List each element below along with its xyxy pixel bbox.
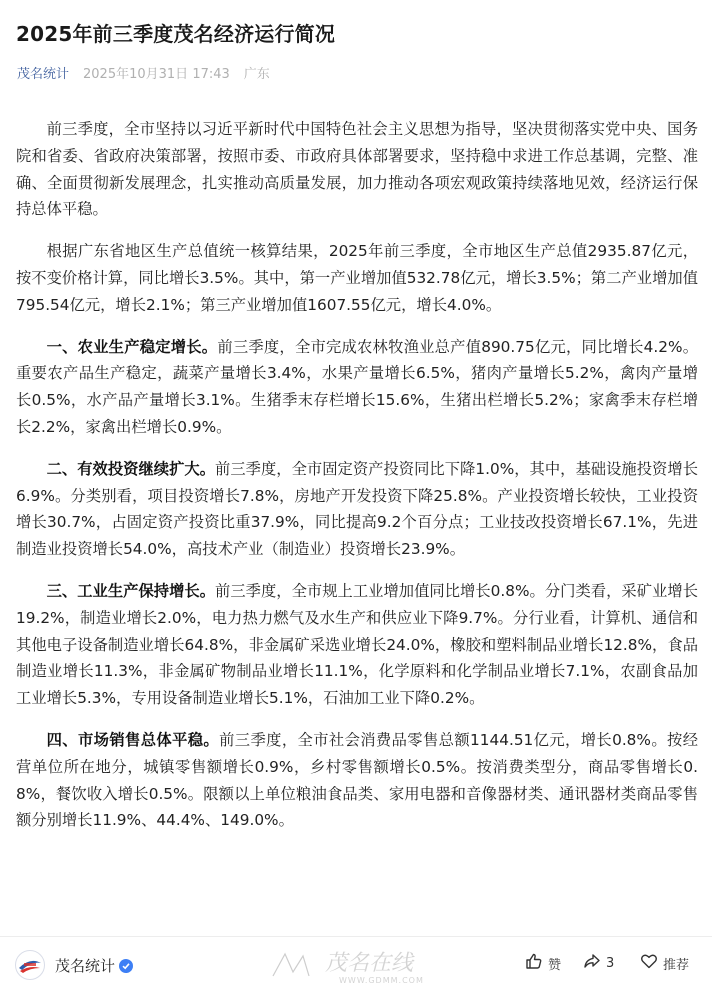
publish-datetime: 2025年10月31日 17:43 (83, 67, 230, 82)
article-meta (17, 63, 270, 82)
paragraph-text: 根据广东省地区生产总值统一核算结果，2025年前三季度，全市地区生产总值2935.87亿元，按不变价格计算，同比增长3.5%。其中，第一产业增加值532.78亿元，增长3.5%；第二产业增加值795.54亿元，增长2.1%；第三产业增加值1607.55亿元，增长4.0%。 (16, 242, 698, 314)
share-count: 3 (606, 955, 615, 971)
paragraph (16, 456, 698, 563)
paragraph-text: 前三季度，全市社会消费品零售总额1144.51亿元，增长0.8%。按经营单位所在地分，城镇零售额增长0.9%，乡村零售额增长0.5%。按消费类型分，商品零售增长0.8%，餐饮收入增长0.5%。限额以上单位粮油食品类、家用电器和音像器材类、通讯器材类商品零售额分别增长11.9%、44.4%、149.0%。 (16, 730, 698, 830)
paragraph-text: 前三季度，全市规上工业增加值同比增长0.8%。分门类看，采矿业增长19.2%，制造业增长2.0%，电力热力燃气及水生产和供应业下降9.7%。分行业看，计算机、通信和其他电子设备制造业增长64.8%，非金属矿采选业增长24.0%，橡胶和塑料制品业增长12.8%，食品制造业增长11.3%，非金属矿物制品业增长11.1%，化学原料和化学制品业增长7.1%，农副食品加工业增长5.3%，专用设备制造业增长5.1%，石油加工业下降0.2%。 (16, 581, 698, 708)
account-name-label[interactable]: 茂名统计 (55, 957, 116, 975)
paragraph-lead: 一、农业生产稳定增长。 (46, 337, 218, 356)
bottom-action-bar (0, 936, 712, 990)
paragraph (16, 727, 698, 834)
paragraph (16, 238, 698, 318)
paragraph-text: 前三季度，全市完成农林牧渔业总产值890.75亿元，同比增长4.2%。重要农产品生产稳定，蔬菜产量增长3.4%，水果产量增长6.5%，猪肉产量增长5.2%，禽肉产量增长0.5%，水产品产量增长3.1%。生猪季末存栏增长15.6%，生猪出栏增长5.2%；家禽季末存栏增长2.2%，家禽出栏增长0.9%。 (16, 337, 698, 436)
site-watermark (265, 946, 465, 986)
paragraph-lead: 四、市场销售总体平稳。 (46, 730, 220, 749)
account-name[interactable] (55, 955, 133, 976)
like-label: 赞 (548, 957, 562, 973)
article-body (16, 116, 698, 849)
share-icon (583, 952, 601, 974)
watermark-text: 茂名在线 (325, 951, 414, 976)
paragraph-text: 前三季度，全市坚持以习近平新时代中国特色社会主义思想为指导，坚决贯彻落实党中央、国务院和省委、省政府决策部署，按照市委、市政府具体部署要求，坚持稳中求进工作总基调，完整、准确、全面贯彻新发展理念，扎实推动高质量发展，加力推动各项宏观政策持续落地见效，经济运行保持总体平稳。 (16, 120, 698, 219)
author-link[interactable]: 茂名统计 (17, 67, 70, 82)
article-title: 2025年前三季度茂名经济运行简况 (16, 22, 336, 46)
paragraph (16, 334, 698, 441)
paragraph-lead: 二、有效投资继续扩大。 (46, 459, 216, 478)
like-button[interactable] (525, 952, 561, 974)
account-avatar-icon[interactable] (15, 950, 45, 980)
recommend-label: 推荐 (663, 957, 690, 973)
paragraph (16, 578, 698, 712)
publish-location: 广东 (243, 67, 270, 82)
paragraph-text: 前三季度，全市固定资产投资同比下降1.0%，其中，基础设施投资增长6.9%。分类别看，项目投资增长7.8%，房地产开发投资下降25.8%。产业投资增长较快，工业投资增长30.7%，占固定资产投资比重37.9%，同比提高9.2个百分点；工业技改投资增长67.1%，先进制造业投资增长54.0%，高技术产业（制造业）投资增长23.9%。 (16, 459, 698, 559)
paragraph (16, 116, 698, 223)
watermark-url: WWW.GDMM.COM (339, 976, 424, 985)
recommend-icon (640, 952, 658, 974)
paragraph-lead: 三、工业生产保持增长。 (46, 581, 216, 600)
share-button[interactable] (583, 952, 614, 974)
like-icon (525, 952, 543, 974)
recommend-button[interactable] (640, 952, 689, 974)
verified-icon (119, 959, 133, 973)
